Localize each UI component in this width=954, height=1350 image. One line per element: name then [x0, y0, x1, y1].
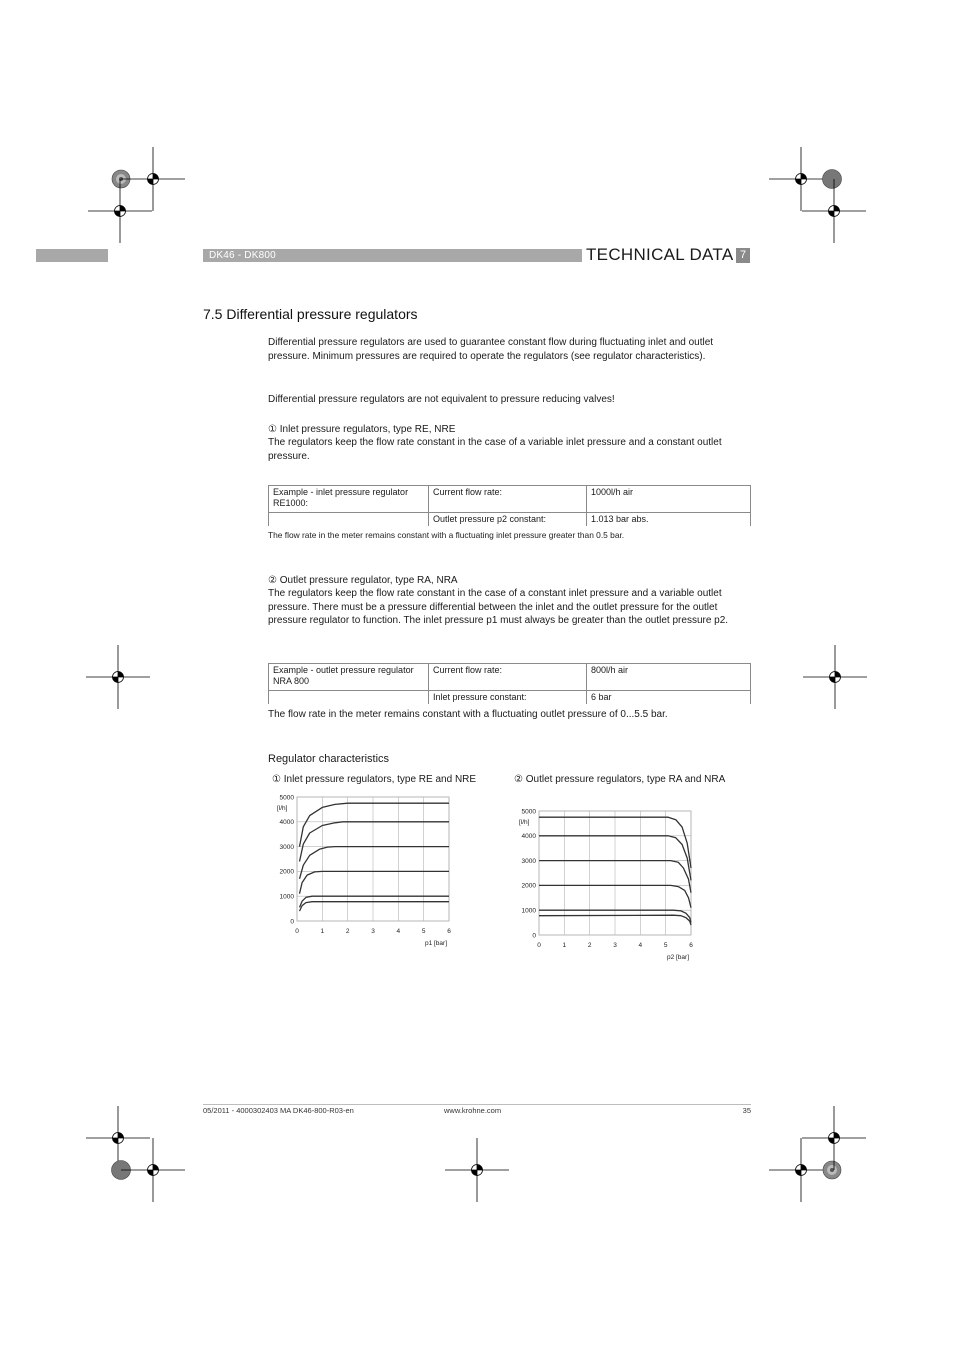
chart-2-y-axis-label: [l/h] [519, 819, 530, 826]
chart-2-y-tick-label: 4000 [521, 833, 536, 841]
outlet-note: The flow rate in the meter remains constant with a fluctuating outlet pressure of 0...5.5 bar. [268, 709, 668, 720]
inlet-heading: ① Inlet pressure regulators, type RE, NRE [268, 424, 456, 435]
chart-1-x-tick-label: 6 [447, 928, 451, 935]
outlet-example-table [268, 663, 751, 704]
warning-paragraph: Differential pressure regulators are not equivalent to pressure reducing valves! [268, 394, 615, 405]
chart-1-title: ① Inlet pressure regulators, type RE and NRE [272, 774, 477, 785]
chart-2-y-tick-label: 2000 [521, 882, 536, 890]
footer-page-number: 35 [742, 1106, 751, 1115]
chart-1-x-tick-label: 5 [421, 928, 426, 935]
chart-1-x-tick-label: 3 [371, 928, 375, 935]
chart-1-series-6-line [300, 902, 450, 911]
chart-2-x-tick-label: 2 [587, 942, 592, 949]
chart-1-x-tick-label: 1 [320, 928, 325, 935]
inlet-description: The regulators keep the flow rate constant in the case of a variable inlet pressure and a constant outlet pressure. [268, 437, 722, 462]
outlet-characteristics-chart [512, 804, 702, 966]
inlet-row1-value: 1000l/h air [587, 486, 751, 513]
chart-2-x-tick-label: 6 [689, 942, 693, 949]
chart-2-y-tick-label: 1000 [521, 907, 536, 915]
outlet-heading: ② Outlet pressure regulator, type RA, NRA [268, 575, 458, 586]
characteristics-heading: Regulator characteristics [268, 753, 390, 765]
chart-2-x-tick-label: 1 [562, 942, 567, 949]
inlet-row2-label: Outlet pressure p2 constant: [429, 513, 587, 527]
inlet-note: The flow rate in the meter remains constant with a fluctuating inlet pressure greater than 0.5 bar. [268, 530, 625, 540]
inlet-row1-label: Current flow rate: [429, 486, 587, 513]
chart-1-y-tick-label: 5000 [279, 794, 294, 802]
chart-1-x-tick-label: 2 [345, 928, 350, 935]
inlet-characteristics-chart [270, 790, 460, 952]
chapter-number: 7 [736, 248, 750, 263]
chart-1-y-tick-label: 4000 [279, 819, 294, 827]
outlet-row1-value: 800l/h air [587, 664, 751, 691]
chart-2-x-tick-label: 0 [537, 942, 541, 949]
chart-1-x-axis-label: p1 [bar] [424, 940, 447, 947]
chart-1-y-axis-label: [l/h] [277, 805, 288, 812]
inlet-empty-cell [269, 513, 429, 527]
outlet-row2-label: Inlet pressure constant: [429, 691, 587, 705]
chart-1-series-2-line [300, 822, 450, 862]
document-label: DK46 - DK800 [209, 250, 276, 261]
chart-2-y-tick-label: 3000 [521, 857, 536, 865]
footer-document-id: 05/2011 - 4000302403 MA DK46-800-R03-en [203, 1106, 354, 1115]
inlet-row2-value: 1.013 bar abs. [587, 513, 751, 527]
chart-2-x-tick-label: 5 [663, 942, 668, 949]
intro-paragraph: Differential pressure regulators are used to guarantee constant flow during fluctuating inlet and outlet pressure. Minimum pressures are required to operate the regulators (see regulator characteristics). [268, 337, 714, 362]
header-bar-left [36, 249, 108, 262]
inlet-example-table [268, 485, 751, 526]
outlet-empty-cell [269, 691, 429, 705]
inlet-example-label: Example - inlet pressure regulator RE1000: [269, 486, 429, 513]
chart-2-title: ② Outlet pressure regulators, type RA and NRA [514, 774, 726, 785]
chart-1-y-tick-label: 0 [290, 918, 294, 926]
chart-2-x-axis-label: p2 [bar] [666, 954, 689, 961]
footer-website: www.krohne.com [444, 1106, 502, 1115]
footer-divider [203, 1104, 751, 1105]
outlet-example-label: Example - outlet pressure regulator NRA 800 [269, 664, 429, 691]
chart-2-y-tick-label: 0 [532, 932, 536, 940]
outlet-description: The regulators keep the flow rate constant in the case of a constant inlet pressure and a variable outlet pressure. There must be a pressure differential between the inlet and the outlet pressure for the outlet pressure regulator to function. The inlet pressure p1 must always be greater than the outlet pressure p2. [268, 588, 729, 627]
chapter-title: TECHNICAL DATA [586, 245, 734, 264]
chart-1-series-1-line [300, 803, 450, 846]
chart-1-y-tick-label: 2000 [279, 868, 294, 876]
chart-1-y-tick-label: 3000 [279, 843, 294, 851]
chart-2-x-tick-label: 3 [613, 942, 617, 949]
chart-1-x-tick-label: 4 [396, 928, 401, 935]
chart-1-series-4-line [300, 871, 450, 893]
chart-2-y-tick-label: 5000 [521, 808, 536, 816]
outlet-row2-value: 6 bar [587, 691, 751, 705]
section-title: 7.5 Differential pressure regulators [203, 306, 418, 322]
chart-2-x-tick-label: 4 [638, 942, 643, 949]
chart-1-y-tick-label: 1000 [279, 893, 294, 901]
chart-1-series-3-line [300, 847, 450, 879]
outlet-row1-label: Current flow rate: [429, 664, 587, 691]
chart-1-x-tick-label: 0 [295, 928, 299, 935]
